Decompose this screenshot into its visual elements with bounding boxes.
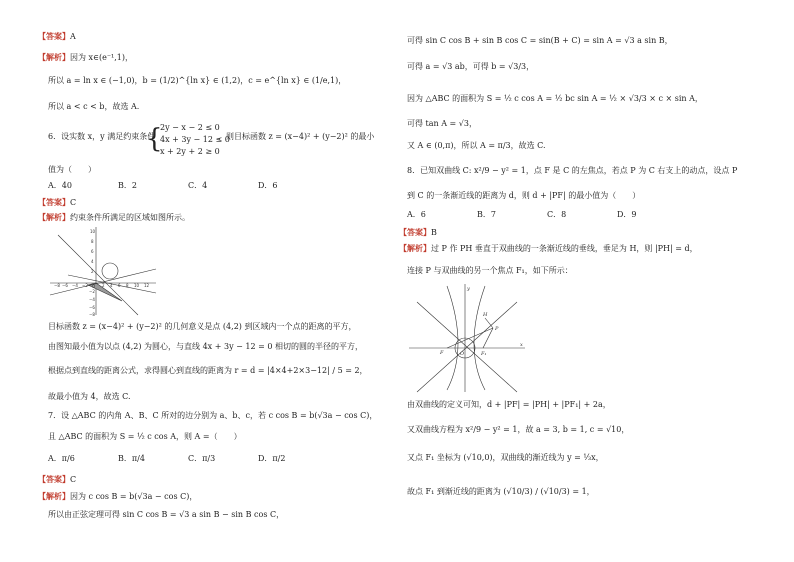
solution-text: 根据点到直线的距离公式，求得圆心到直线的距离为 r = d = |4×4+2×3−12| / 5 = 2， (48, 366, 368, 375)
solution-text: 由图知最小值为以点 (4,2) 为圆心，与直线 4x + 3y − 12 = 0 相切的圆的半径的平方， (48, 342, 363, 351)
tick-label: 10 (90, 229, 96, 234)
tick-label: −2 (89, 289, 95, 294)
answer-tag: 【答案】 (399, 227, 431, 237)
analysis-line (38, 491, 197, 502)
point-p-label: P (495, 326, 499, 332)
tick-label: −4 (72, 283, 78, 288)
analysis-line (38, 212, 190, 223)
solution-text: 所以由正弦定理可得 sin C cos B = √3 a sin B − sin B cos C， (48, 510, 285, 519)
solution-text: 故点 F₁ 到渐近线的距离为 (√10/3) / (√10/3) = 1， (407, 487, 595, 496)
segment-pf (447, 328, 493, 348)
question-6-stem: 6．设实数 x，y 满足约束条件 (48, 132, 156, 141)
tick-label: 6 (118, 283, 121, 288)
x-label: x (520, 342, 523, 348)
tick-label: 8 (126, 283, 129, 288)
analysis-text: 因为 x∈(e⁻¹,1)， (70, 53, 134, 62)
solution-text: 所以 a < c < b，故选 A. (48, 102, 140, 111)
answer-value: B (431, 228, 437, 237)
solution-text: 可得 sin C cos B + sin B cos C = sin(B + C) = sin A = √3 a sin B， (407, 36, 673, 45)
constraint: 4x + 3y − 12 ≤ 0 (160, 135, 230, 144)
answer-tag: 【答案】 (38, 197, 70, 207)
tick-label: 8 (91, 239, 94, 244)
tangent-circle (102, 263, 118, 279)
solution-text: 可得 a = √3 ab，可得 b = √3/3， (407, 62, 535, 71)
constraint-line (58, 235, 138, 315)
answer-line (38, 31, 76, 42)
answer-value: A (70, 32, 76, 41)
analysis-text: 过 P 作 PH 垂直于双曲线的一条渐近线的垂线，垂足为 H，则 |PH| = d， (431, 244, 698, 253)
segment-ph (485, 318, 493, 328)
y-label: y (467, 286, 470, 292)
tick-label: −6 (89, 305, 95, 310)
question-6-prompt: 值为（ ） (48, 165, 96, 174)
point-h-label: H (483, 312, 488, 318)
solution-text: 又 A ∈ (0,π)，所以 A = π/3，故选 C. (407, 141, 546, 150)
solution-text: 连接 P 与双曲线的另一个焦点 F₁，如下所示： (407, 266, 573, 275)
tick-label: −4 (89, 297, 95, 302)
option-b: B．7 (477, 210, 496, 219)
solution-text: 故最小值为 4，故选 C. (48, 392, 131, 401)
answer-value: C (70, 475, 77, 484)
solution-text: 目标函数 z = (x−4)² + (y−2)² 的几何意义是点 (4,2) 到区域内一个点的距离的平方， (48, 322, 357, 331)
answer-tag: 【答案】 (38, 31, 70, 41)
analysis-line (399, 243, 698, 254)
answer-value: C (70, 198, 77, 207)
analysis-tag: 【解析】 (399, 243, 431, 253)
question-8-prompt: 到 C 的一条渐近线的距离为 d，则 d + |PF| 的最小值为（ ） (407, 191, 641, 200)
tick-label: 6 (91, 249, 94, 254)
option-d: D．6 (258, 181, 278, 190)
solution-text: 又双曲线方程为 x²/9 − y² = 1，故 a = 3, b = 1, c = √10， (407, 425, 630, 434)
tick-label: 10 (134, 283, 140, 288)
option-c: C．4 (188, 181, 208, 190)
hyperbola-figure (407, 282, 527, 394)
option-a: A．6 (407, 210, 426, 219)
answer-line (399, 227, 437, 238)
analysis-tag: 【解析】 (38, 491, 70, 501)
option-b: B．π/4 (118, 454, 145, 463)
answer-line (38, 474, 76, 485)
tick-label: 2 (91, 269, 94, 274)
tick-label: −6 (62, 283, 68, 288)
tick-label: 12 (144, 283, 150, 288)
origin-label: O (92, 284, 96, 289)
constraint: x + 2y + 2 ≥ 0 (160, 147, 220, 156)
option-a: A．π/6 (48, 454, 75, 463)
analysis-text: 因为 c cos B = b(√3a − cos C)， (70, 492, 198, 501)
tick-label: 4 (91, 259, 94, 264)
analysis-text: 约束条件所满足的区域如图所示。 (70, 213, 190, 222)
answer-line (38, 197, 76, 208)
option-b: B．2 (118, 181, 137, 190)
option-d: D．π/2 (258, 454, 286, 463)
constraint: 2y − x − 2 ≤ 0 (160, 123, 220, 132)
tick-label: 2 (102, 283, 105, 288)
left-branch (447, 286, 458, 390)
analysis-line (38, 52, 133, 63)
right-branch (474, 286, 485, 390)
option-c: C．8 (547, 210, 567, 219)
question-7-prompt: 且 △ABC 的面积为 S = ½ c cos A，则 A =（ ） (48, 432, 242, 441)
tick-label: −2 (82, 283, 88, 288)
option-c: C．π/3 (188, 454, 216, 463)
solution-text: 所以 a = ln x ∈ (−1,0)，b = (1/2)^{ln x} ∈ (1,2)，c = e^{ln x} ∈ (1/e,1)， (48, 76, 347, 85)
origin-label: O (460, 351, 465, 357)
brace-icon: { (146, 124, 163, 154)
option-a: A．40 (48, 181, 72, 190)
solution-text: 又点 F₁ 坐标为 (√10,0)，双曲线的渐近线为 y = ⅓x， (407, 453, 604, 462)
solution-text: 可得 tan A = √3， (407, 119, 477, 128)
analysis-tag: 【解析】 (38, 212, 70, 222)
option-d: D．9 (617, 210, 637, 219)
feasible-region-figure (48, 225, 158, 317)
question-8-stem: 8．已知双曲线 C: x²/9 − y² = 1，点 F 是 C 的左焦点，若点 P 为 C 右支上的动点，设点 P (407, 166, 738, 175)
answer-tag: 【答案】 (38, 474, 70, 484)
question-7-stem: 7．设 △ABC 的内角 A、B、C 所对的边分别为 a、b、c，若 c cos B = b(√3a − cos C)， (48, 411, 378, 420)
point-f-label: F (440, 350, 444, 356)
question-6-objective: ，则目标函数 z = (x−4)² + (y−2)² 的最小 (218, 132, 375, 141)
tick-label: 4 (110, 283, 113, 288)
point-f1-label: F₁ (481, 351, 487, 357)
analysis-tag: 【解析】 (38, 52, 70, 62)
tick-label: −8 (54, 283, 60, 288)
solution-text: 因为 △ABC 的面积为 S = ½ c cos A = ½ bc sin A = ½ × √3/3 × c × sin A， (407, 94, 703, 103)
solution-text: 由双曲线的定义可知，d + |PF| = |PH| + |PF₁| + 2a， (407, 400, 611, 409)
tick-label: −8 (89, 312, 95, 317)
